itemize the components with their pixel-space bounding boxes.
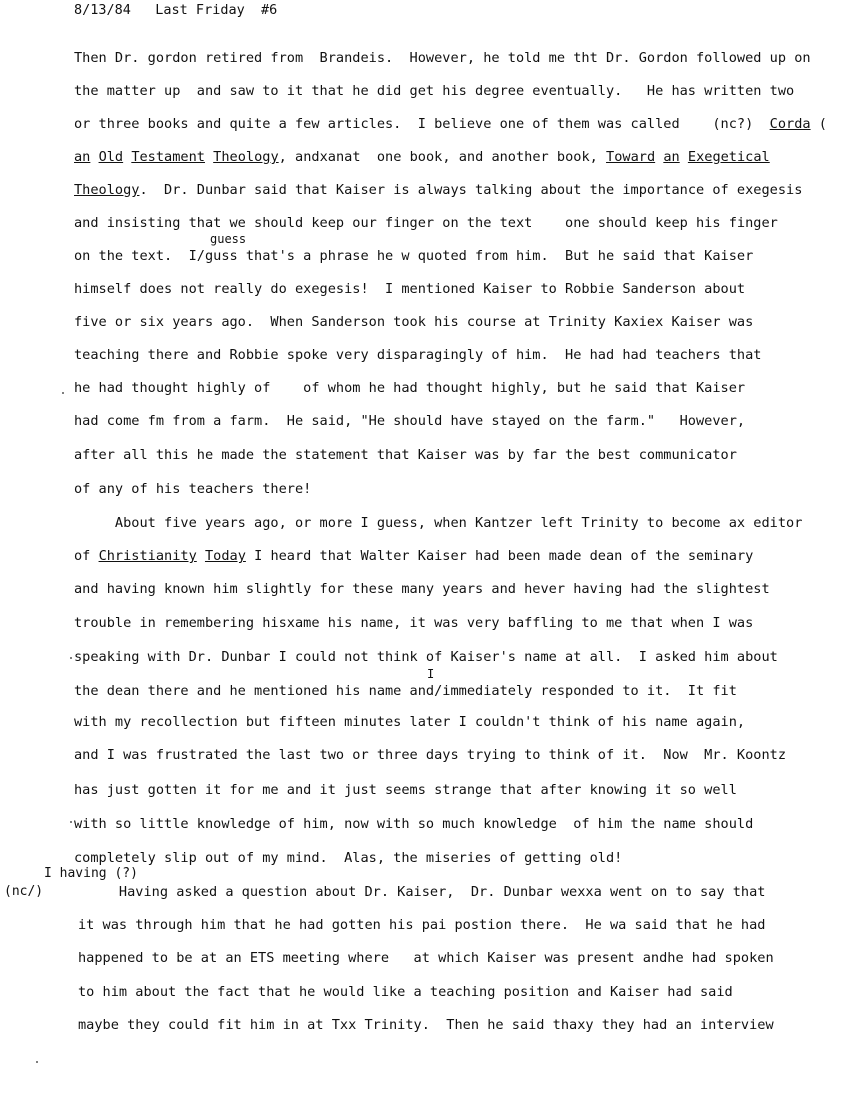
text-line <box>74 182 802 198</box>
text-segment <box>197 548 205 564</box>
text-segment: five or six years ago. When Sanderson took his course at Trinity Kaxiex Kaiser was <box>74 314 754 330</box>
underlined-word: an <box>74 149 91 165</box>
text-segment: it was through him that he had gotten his pai postion there. He wa said that he had <box>78 917 766 933</box>
text-segment: , andxanat one book, and another book, <box>278 149 607 165</box>
text-line <box>74 83 794 99</box>
text-segment: and I was frustrated the last two or three days trying to think of it. Now Mr. Koontz <box>74 747 787 763</box>
underlined-word: Today <box>204 548 246 564</box>
text-line <box>74 248 753 264</box>
text-line <box>74 816 753 832</box>
text-line <box>78 1017 774 1033</box>
page-header <box>74 2 277 18</box>
text-segment: to him about the fact that he would like a teaching position and Kaiser had said <box>78 984 733 1000</box>
text-segment: of <box>74 548 99 564</box>
header-title: Last Friday <box>155 2 245 18</box>
text-line <box>74 281 745 297</box>
text-line <box>74 649 778 665</box>
text-line <box>74 347 761 363</box>
text-line <box>74 782 737 798</box>
text-line <box>78 917 765 933</box>
interlinear-note-i: I <box>427 667 435 681</box>
text-line <box>74 447 737 463</box>
underlined-word: Christianity <box>98 548 197 564</box>
text-segment: Then Dr. gordon retired from Brandeis. However, he told me tht Dr. Gordon followed up on <box>74 50 811 66</box>
text-segment: or three books and quite a few articles. I believe one of them was called (nc?) <box>74 116 770 132</box>
text-line <box>78 884 765 900</box>
text-segment: on the text. I/guss that's a phrase he w quoted from him. But he said that Kaiser <box>74 248 754 264</box>
header-number: #6 <box>260 2 278 18</box>
underlined-word: Testament <box>131 149 205 165</box>
page-speck <box>70 657 72 659</box>
text-segment: completely slip out of my mind. Alas, the miseries of getting old! <box>74 850 623 866</box>
text-segment: About five years ago, or more I guess, when Kantzer left Trinity to become ax editor <box>74 515 803 531</box>
text-segment <box>90 149 98 165</box>
page-speck <box>70 821 72 823</box>
text-segment: the dean there and he mentioned his name and/immediately responded to it. It fit <box>74 683 737 699</box>
text-line <box>74 149 770 165</box>
text-line <box>74 581 770 597</box>
text-segment: after all this he made the statement that Kaiser was by far the best communicator <box>74 447 737 463</box>
text-line <box>74 380 745 396</box>
text-segment: he had thought highly of of whom he had thought highly, but he said that Kaiser <box>74 380 746 396</box>
page-speck <box>62 392 64 394</box>
text-segment: maybe they could fit him in at Txx Trinity. Then he said thaxy they had an interview <box>78 1017 774 1033</box>
text-line <box>74 850 622 866</box>
text-line <box>74 116 827 132</box>
text-line <box>74 215 778 231</box>
text-line <box>78 950 774 966</box>
text-segment: happened to be at an ETS meeting where at which Kaiser was present andhe had spoken <box>78 950 774 966</box>
header-date: 8/13/84 <box>74 2 131 18</box>
text-segment: teaching there and Robbie spoke very disparagingly of him. He had had teachers that <box>74 347 762 363</box>
underlined-word: Theology <box>213 149 279 165</box>
text-segment: with so little knowledge of him, now with so much knowledge of him the name should <box>74 816 754 832</box>
text-segment: ( <box>810 116 827 132</box>
text-segment: trouble in remembering hisxame his name, it was very baffling to me that when I was <box>74 615 754 631</box>
text-line <box>74 747 786 763</box>
text-line <box>74 50 811 66</box>
underlined-word: an <box>663 149 680 165</box>
margin-note-nc: (nc/) <box>4 884 44 899</box>
text-line <box>78 984 733 1000</box>
text-segment: himself does not really do exegesis! I mentioned Kaiser to Robbie Sanderson about <box>74 281 746 297</box>
text-line <box>74 515 802 531</box>
text-line <box>74 548 753 564</box>
text-segment: has just gotten it for me and it just seems strange that after knowing it so well <box>74 782 737 798</box>
text-segment: with my recollection but fifteen minutes later I couldn't think of his name again, <box>74 714 746 730</box>
text-segment <box>205 149 213 165</box>
underlined-word: Theology <box>74 182 140 198</box>
interlinear-note-i-having: I having (?) <box>44 866 138 881</box>
text-segment: and insisting that we should keep our finger on the text one should keep his finger <box>74 215 778 231</box>
text-segment: had come fm from a farm. He said, "He should have stayed on the farm." However, <box>74 413 746 429</box>
text-segment <box>680 149 688 165</box>
text-line <box>74 413 745 429</box>
underlined-word: Corda <box>769 116 811 132</box>
text-segment: and having known him slightly for these many years and hever having had the slightest <box>74 581 770 597</box>
text-line <box>74 314 753 330</box>
text-segment: Having asked a question about Dr. Kaiser, Dr. Dunbar wexxa went on to say that <box>78 884 766 900</box>
page-speck <box>36 1061 38 1063</box>
text-line <box>74 714 745 730</box>
text-segment: the matter up and saw to it that he did get his degree eventually. He has written two <box>74 83 795 99</box>
interlinear-note-guess: guess <box>210 232 247 246</box>
text-segment: I heard that Walter Kaiser had been made dean of the seminary <box>245 548 754 564</box>
text-segment: of any of his teachers there! <box>74 481 312 497</box>
text-line <box>74 481 311 497</box>
underlined-word: Toward <box>606 149 656 165</box>
text-segment: . Dr. Dunbar said that Kaiser is always talking about the importance of exegesis <box>139 182 803 198</box>
text-segment: speaking with Dr. Dunbar I could not think of Kaiser's name at all. I asked him about <box>74 649 778 665</box>
underlined-word: Exegetical <box>687 149 770 165</box>
text-line <box>74 615 753 631</box>
underlined-word: Old <box>98 149 124 165</box>
text-line <box>74 683 737 699</box>
